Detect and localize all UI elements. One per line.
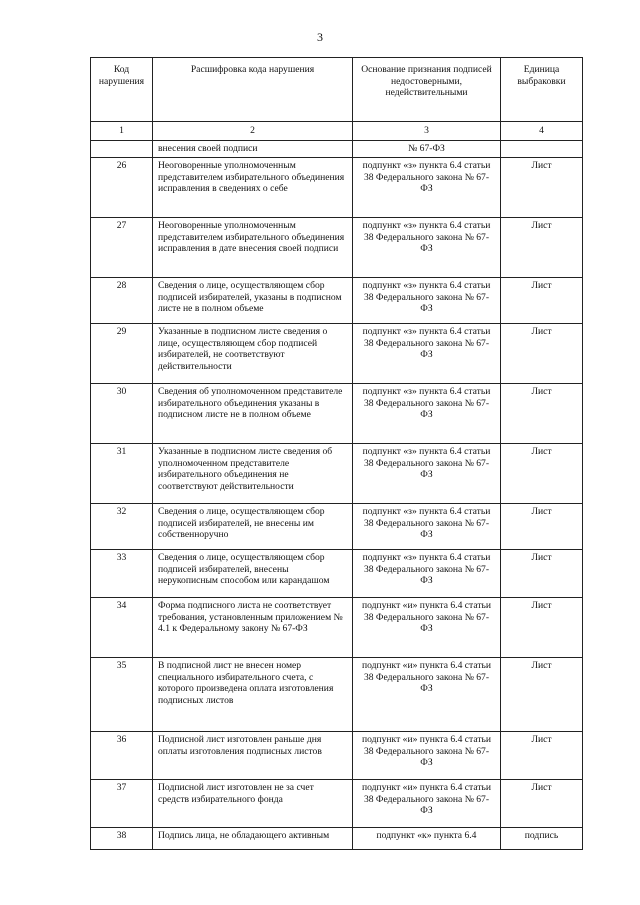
table-row bbox=[91, 324, 583, 384]
column-number: 2 bbox=[153, 122, 353, 141]
row-description: Подписной лист изготовлен раньше дня оплаты изготовления подписных листов bbox=[153, 732, 353, 780]
row-basis: подпункт «з» пункта 6.4 статьи 38 Федерального закона № 67-ФЗ bbox=[353, 324, 501, 384]
header-unit: Единица выбраковки bbox=[501, 58, 583, 122]
row-basis: подпункт «з» пункта 6.4 статьи 38 Федерального закона № 67-ФЗ bbox=[353, 444, 501, 504]
row-basis: подпункт «з» пункта 6.4 статьи 38 Федерального закона № 67-ФЗ bbox=[353, 158, 501, 218]
row-unit: Лист bbox=[501, 504, 583, 550]
row-code: 32 bbox=[91, 504, 153, 550]
column-number: 4 bbox=[501, 122, 583, 141]
table-header-row bbox=[91, 58, 583, 122]
row-description: Сведения о лице, осуществляющем сбор подписей избирателей, указаны в подписном листе не в полном объеме bbox=[153, 278, 353, 324]
row-description: Сведения о лице, осуществляющем сбор подписей избирателей, не внесены им собственноручно bbox=[153, 504, 353, 550]
table-row bbox=[91, 658, 583, 732]
row-code: 27 bbox=[91, 218, 153, 278]
row-unit: Лист bbox=[501, 444, 583, 504]
table-row bbox=[91, 218, 583, 278]
row-basis: подпункт «и» пункта 6.4 статьи 38 Федерального закона № 67-ФЗ bbox=[353, 658, 501, 732]
column-number: 3 bbox=[353, 122, 501, 141]
row-code: 37 bbox=[91, 780, 153, 828]
table-row bbox=[91, 780, 583, 828]
row-unit: Лист bbox=[501, 550, 583, 598]
row-description: Подписной лист изготовлен не за счет средств избирательного фонда bbox=[153, 780, 353, 828]
row-unit: Лист bbox=[501, 218, 583, 278]
row-code: 29 bbox=[91, 324, 153, 384]
row-unit bbox=[501, 141, 583, 158]
column-numbers-row bbox=[91, 122, 583, 141]
row-code: 31 bbox=[91, 444, 153, 504]
row-description: Сведения о лице, осуществляющем сбор подписей избирателей, внесены нерукописным способом или карандашом bbox=[153, 550, 353, 598]
row-basis: подпункт «и» пункта 6.4 статьи 38 Федерального закона № 67-ФЗ bbox=[353, 598, 501, 658]
row-basis: подпункт «и» пункта 6.4 статьи 38 Федерального закона № 67-ФЗ bbox=[353, 732, 501, 780]
row-basis: подпункт «з» пункта 6.4 статьи 38 Федерального закона № 67-ФЗ bbox=[353, 550, 501, 598]
row-unit: Лист bbox=[501, 384, 583, 444]
row-description: В подписной лист не внесен номер специального избирательного счета, с которого произведена оплата изготовления подписных листов bbox=[153, 658, 353, 732]
row-unit: Лист bbox=[501, 732, 583, 780]
row-description: Неоговоренные уполномоченным представителем избирательного объединения исправления в сведениях о себе bbox=[153, 158, 353, 218]
row-code bbox=[91, 141, 153, 158]
table-row bbox=[91, 550, 583, 598]
violations-table bbox=[90, 57, 583, 850]
row-description: Неоговоренные уполномоченным представителем избирательного объединения исправления в дате внесения своей подписи bbox=[153, 218, 353, 278]
column-number: 1 bbox=[91, 122, 153, 141]
table-row bbox=[91, 828, 583, 850]
row-code: 33 bbox=[91, 550, 153, 598]
row-basis: подпункт «з» пункта 6.4 статьи 38 Федерального закона № 67-ФЗ bbox=[353, 504, 501, 550]
row-unit: подпись bbox=[501, 828, 583, 850]
row-description: Сведения об уполномоченном представителе избирательного объединения указаны в подписном листе не в полном объеме bbox=[153, 384, 353, 444]
row-basis: подпункт «з» пункта 6.4 статьи 38 Федерального закона № 67-ФЗ bbox=[353, 218, 501, 278]
row-unit: Лист bbox=[501, 780, 583, 828]
row-code: 26 bbox=[91, 158, 153, 218]
row-code: 28 bbox=[91, 278, 153, 324]
row-unit: Лист bbox=[501, 278, 583, 324]
row-description: Форма подписного листа не соответствует требования, установленным приложением № 4.1 к Федеральному закону № 67-ФЗ bbox=[153, 598, 353, 658]
row-unit: Лист bbox=[501, 158, 583, 218]
header-code: Код нарушения bbox=[91, 58, 153, 122]
row-basis: подпункт «з» пункта 6.4 статьи 38 Федерального закона № 67-ФЗ bbox=[353, 384, 501, 444]
table-row bbox=[91, 732, 583, 780]
row-unit: Лист bbox=[501, 324, 583, 384]
row-code: 30 bbox=[91, 384, 153, 444]
table-row bbox=[91, 384, 583, 444]
row-code: 34 bbox=[91, 598, 153, 658]
table-row bbox=[91, 504, 583, 550]
row-description: Указанные в подписном листе сведения об уполномоченном представителе избирательного объединения не соответствуют действительности bbox=[153, 444, 353, 504]
table-row bbox=[91, 158, 583, 218]
header-basis: Основание признания подписей недостоверными, недействительными bbox=[353, 58, 501, 122]
table-row bbox=[91, 598, 583, 658]
row-code: 38 bbox=[91, 828, 153, 850]
row-unit: Лист bbox=[501, 658, 583, 732]
header-description: Расшифровка кода нарушения bbox=[153, 58, 353, 122]
row-unit: Лист bbox=[501, 598, 583, 658]
row-description: Указанные в подписном листе сведения о лице, осуществляющем сбор подписей избирателей, не соответствуют действительности bbox=[153, 324, 353, 384]
row-code: 35 bbox=[91, 658, 153, 732]
row-description: внесения своей подписи bbox=[153, 141, 353, 158]
table-row bbox=[91, 444, 583, 504]
row-description: Подпись лица, не обладающего активным bbox=[153, 828, 353, 850]
row-basis: подпункт «з» пункта 6.4 статьи 38 Федерального закона № 67-ФЗ bbox=[353, 278, 501, 324]
page-number: 3 bbox=[317, 30, 323, 44]
table-row-continuation bbox=[91, 141, 583, 158]
table-row bbox=[91, 278, 583, 324]
row-basis: № 67-ФЗ bbox=[353, 141, 501, 158]
row-basis: подпункт «к» пункта 6.4 bbox=[353, 828, 501, 850]
row-basis: подпункт «и» пункта 6.4 статьи 38 Федерального закона № 67-ФЗ bbox=[353, 780, 501, 828]
row-code: 36 bbox=[91, 732, 153, 780]
